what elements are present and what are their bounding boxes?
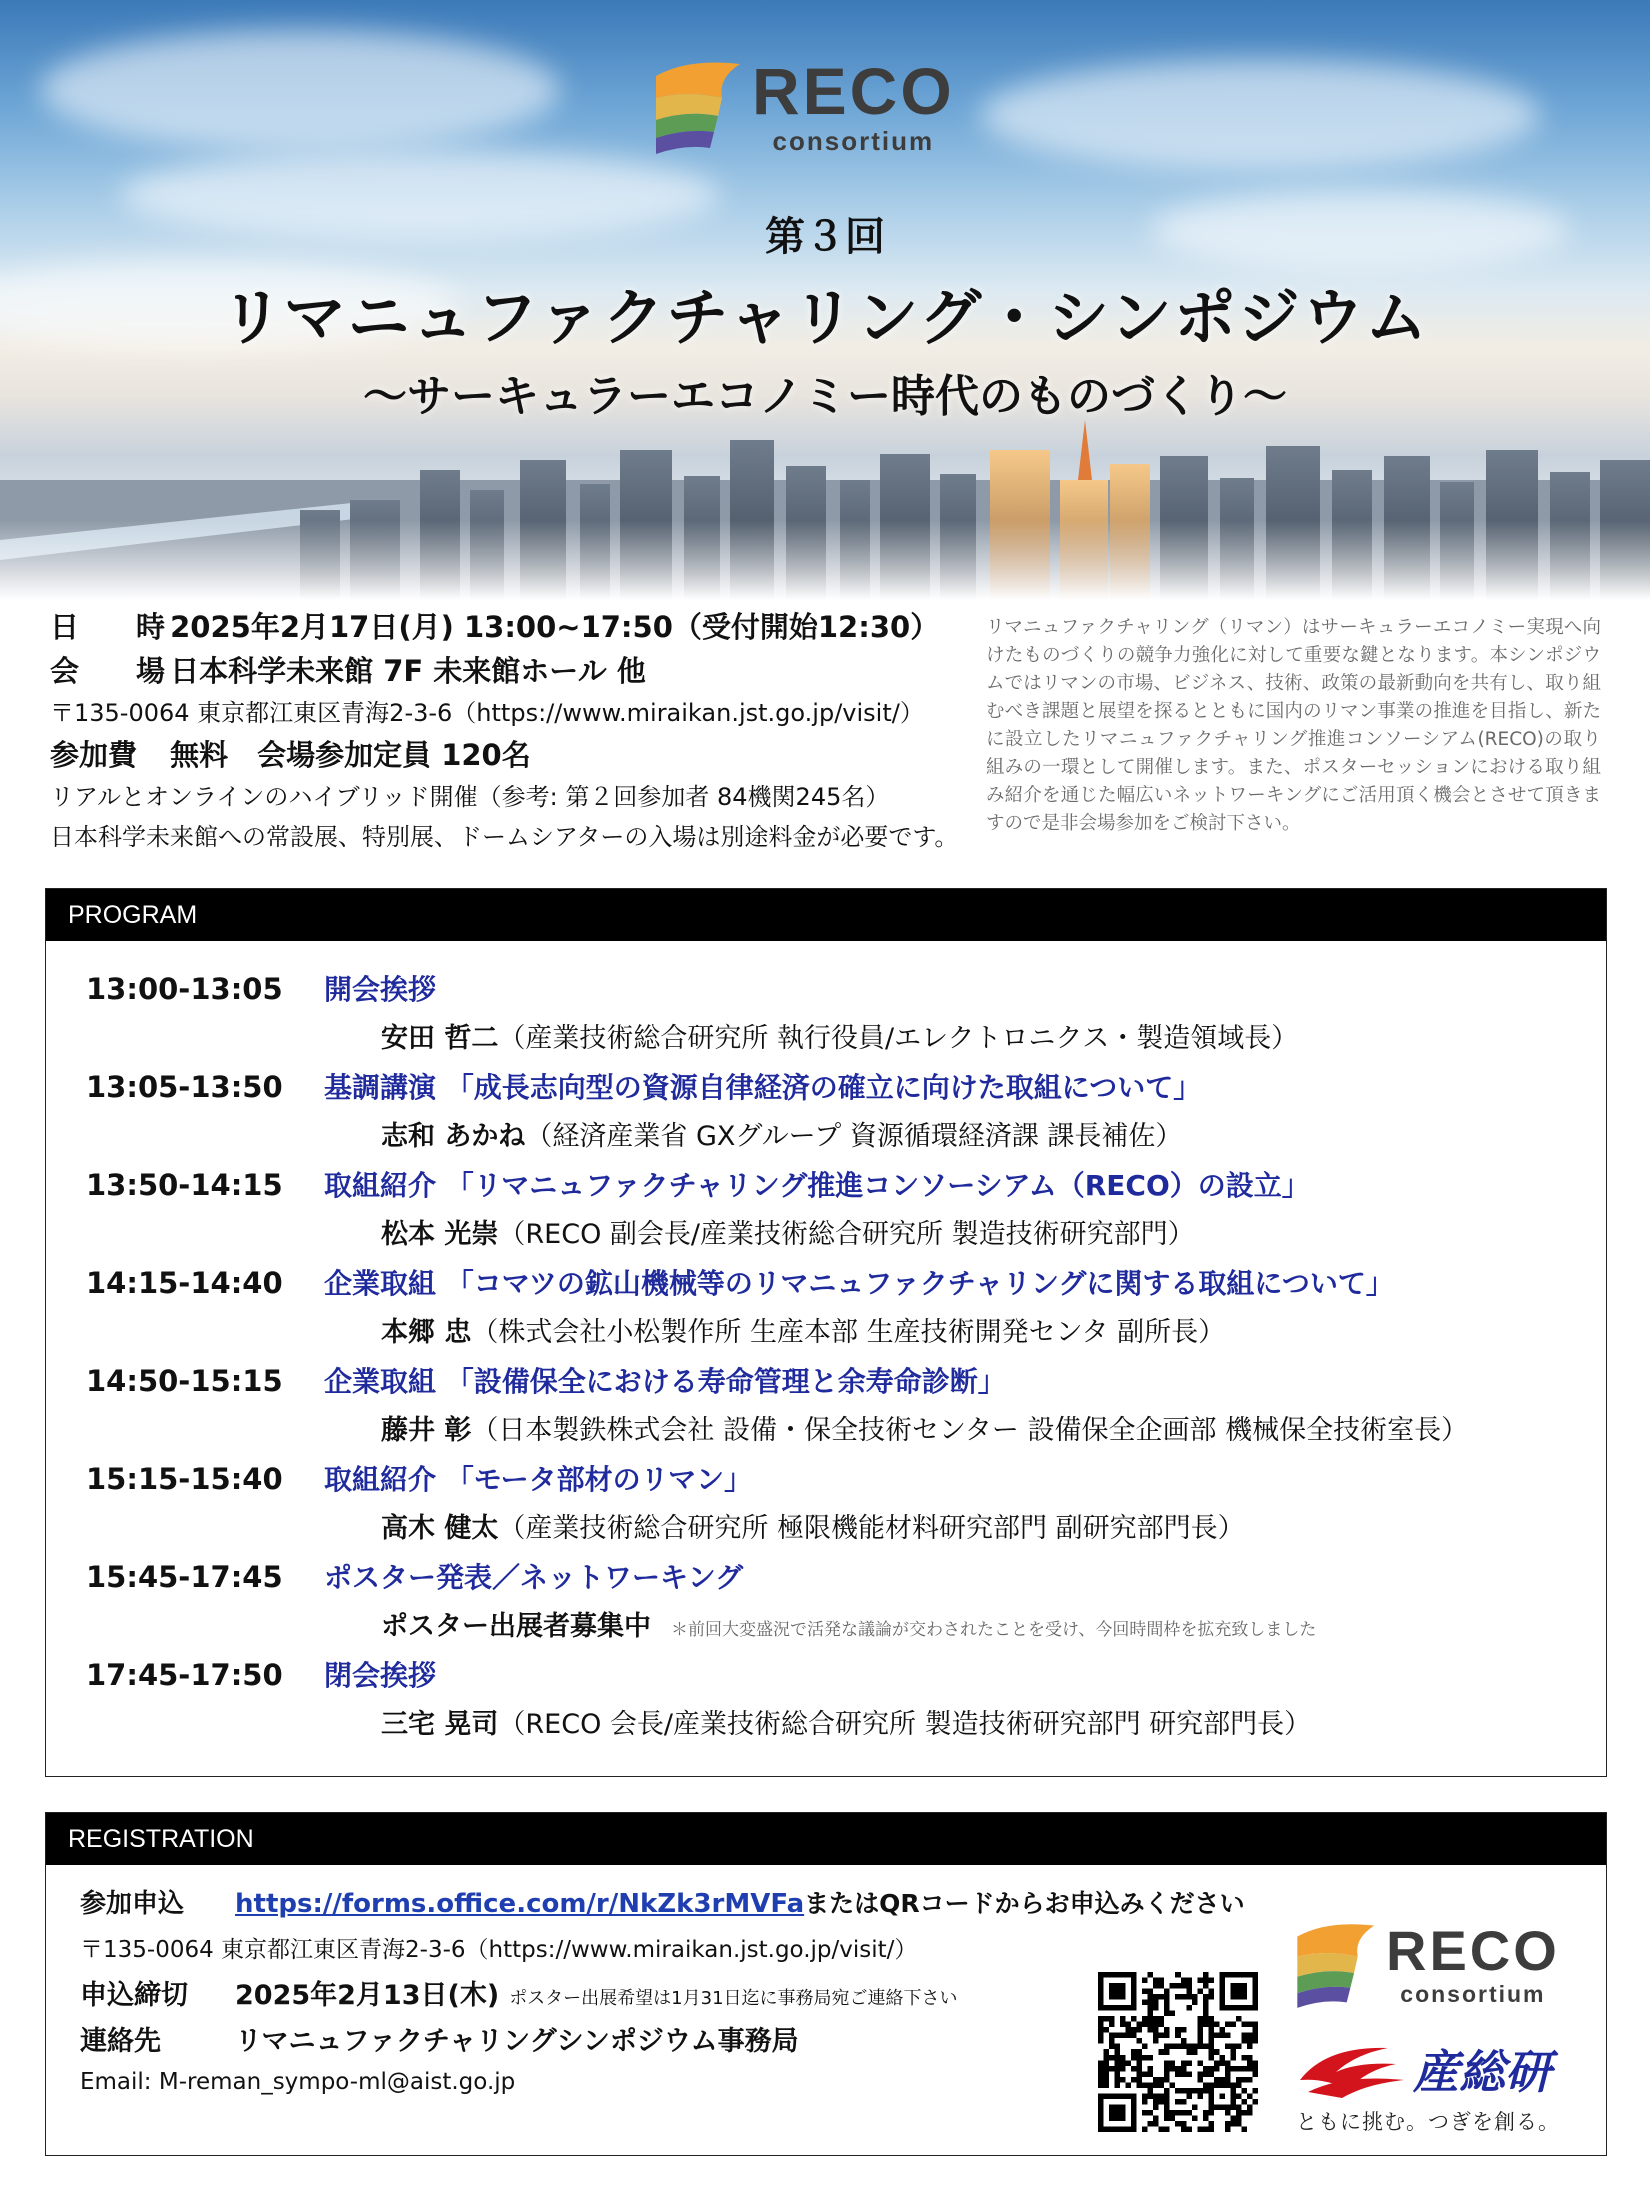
program-title: 取組紹介 「リマニュファクチャリング推進コンソーシアム（RECO）の設立」 <box>324 1169 1310 1202</box>
reco-logo-mark-icon <box>1290 1920 1376 2008</box>
reco-logo-subtitle: consortium <box>772 126 935 156</box>
deadline-row <box>80 1973 958 2012</box>
speaker-name: ポスター出展者募集中 <box>381 1611 651 1642</box>
speaker-affiliation: （経済産業省 GXグループ 資源循環経済課 課長補佐） <box>525 1121 1183 1152</box>
aist-logo <box>1296 2036 1586 2136</box>
program-row <box>86 1063 1606 1112</box>
aist-name: 産総研 <box>1413 2045 1551 2099</box>
page-subtitle: ～サーキュラーエコノミー時代のものづくり～ <box>363 371 1287 422</box>
program-time: 14:50-15:15 <box>86 1364 283 1398</box>
speaker-name: 志和 あかね <box>381 1121 526 1152</box>
program-title: 閉会挨拶 <box>324 1659 437 1692</box>
deadline-value: 2025年2月13日(木) <box>235 1980 500 2011</box>
speaker-affiliation: （株式会社小松製作所 生産本部 生産技術開発センタ 副所長） <box>471 1317 1226 1348</box>
admission-note: 日本科学未来館への常設展、特別展、ドームシアターの入場は別途料金が必要です。 <box>50 823 959 851</box>
program-row <box>86 1553 1606 1602</box>
fee-row <box>50 733 990 777</box>
registration-form-link[interactable]: https://forms.office.com/r/NkZk3rMVFa <box>235 1889 805 1919</box>
program-time: 14:15-14:40 <box>86 1266 283 1300</box>
reco-logo-text: RECO <box>1386 1918 1560 1982</box>
speaker-name: 三宅 晃司 <box>381 1709 499 1740</box>
fee-label: 参加費 <box>50 738 138 772</box>
venue-row <box>50 649 990 693</box>
program-row <box>86 1455 1606 1504</box>
venue-address: 〒135-0064 東京都江東区青海2-3-6（https://www.miraikan.jst.go.jp/visit/） <box>50 699 924 727</box>
fee-value: 無料 会場参加定員 120名 <box>170 738 531 772</box>
program-time: 13:00-13:05 <box>86 972 283 1006</box>
program-row <box>86 965 1606 1014</box>
program-title: 開会挨拶 <box>324 973 437 1006</box>
contact-email: Email: M-reman_sympo-ml@aist.go.jp <box>80 2069 516 2095</box>
venue-value: 日本科学未来館 7F 未来館ホール 他 <box>170 654 646 688</box>
aist-swoosh-icon <box>1296 2040 1411 2098</box>
program-speaker-row <box>86 1602 1606 1651</box>
apply-label: 参加申込 <box>80 1889 185 1919</box>
program-time: 17:45-17:50 <box>86 1658 283 1692</box>
speaker-name: 藤井 彰 <box>381 1415 472 1446</box>
speaker-affiliation: （RECO 会長/産業技術総合研究所 製造技術研究部門 研究部門長） <box>498 1709 1312 1740</box>
speaker-name: 安田 哲二 <box>381 1023 499 1054</box>
reco-logo-bottom <box>1290 1920 1560 2008</box>
reco-logo-text: RECO <box>752 54 955 128</box>
hybrid-note: リアルとオンラインのハイブリッド開催（参考: 第２回参加者 84機関245名） <box>50 783 890 811</box>
deadline-label: 申込締切 <box>80 1980 188 2011</box>
reco-logo-mark-icon <box>648 58 742 154</box>
speaker-affiliation: （日本製鉄株式会社 設備・保全技術センター 設備保全企画部 機械保全技術室長） <box>471 1415 1469 1446</box>
speaker-affiliation: （産業技術総合研究所 極限機能材料研究部門 副研究部門長） <box>498 1513 1245 1544</box>
date-row <box>50 605 990 649</box>
registration-address: 〒135-0064 東京都江東区青海2-3-6（https://www.miraikan.jst.go.jp/visit/） <box>80 1937 918 1963</box>
edition-label: 第３回 <box>765 214 885 260</box>
apply-suffix: またはQRコードからお申込みください <box>804 1889 1245 1918</box>
program-row <box>86 1259 1606 1308</box>
program-note: ＊前回大変盛況で活発な議論が交わされたことを受け、今回時間枠を拡充致しました <box>671 1620 1317 1640</box>
page-title: リマニュファクチャリング・シンポジウム <box>220 281 1430 354</box>
program-time: 13:50-14:15 <box>86 1168 283 1202</box>
contact-row <box>80 2019 799 2058</box>
speaker-affiliation: （RECO 副会長/産業技術総合研究所 製造技術研究部門） <box>498 1219 1195 1250</box>
program-speaker-row <box>86 1504 1606 1553</box>
reco-logo-subtitle: consortium <box>1400 1980 1546 2007</box>
program-time: 13:05-13:50 <box>86 1070 283 1104</box>
program-speaker-row <box>86 1014 1606 1063</box>
speaker-name: 高木 健太 <box>381 1513 499 1544</box>
apply-row <box>80 1883 1245 1920</box>
reco-logo-top <box>648 54 955 156</box>
program-speaker-row <box>86 1406 1606 1455</box>
program-row <box>86 1651 1606 1700</box>
contact-label: 連絡先 <box>80 2026 161 2057</box>
program-list <box>46 941 1606 1749</box>
date-value: 2025年2月17日(月) 13:00~17:50（受付開始12:30） <box>170 610 940 644</box>
program-speaker-row <box>86 1308 1606 1357</box>
event-description: リマニュファクチャリング（リマン）はサーキュラーエコノミー実現へ向けたものづくりの競争力強化に対して重要な鍵となります。本シンポジウムではリマンの市場、ビジネス、技術、政策の最新動向を共有し、取り組むべき課題と展望を探るとともに国内のリマン事業の推進を目指し、新たに設立したリマニュファクチャリング推進コンソーシアム(RECO)の取り組みの一環として開催します。また、ポスターセッションにおける取り組み紹介を通じた幅広いネットワーキングにご活用頂く機会とさせて頂きますので是非会場参加をご検討下さい。 <box>986 617 1601 834</box>
speaker-name: 本郷 忠 <box>381 1317 472 1348</box>
speaker-name: 松本 光崇 <box>381 1219 499 1250</box>
program-speaker-row <box>86 1112 1606 1161</box>
program-title: 基調講演 「成長志向型の資源自律経済の確立に向けた取組について」 <box>324 1071 1202 1104</box>
aist-tagline: ともに挑む。つぎを創る。 <box>1296 2110 1560 2134</box>
deadline-note: ポスター出展希望は1月31日迄に事務局宛ご連絡下さい <box>509 1988 958 2009</box>
venue-label: 会 場 <box>50 654 180 688</box>
program-time: 15:15-15:40 <box>86 1462 283 1496</box>
speaker-affiliation: （産業技術総合研究所 執行役員/エレクトロニクス・製造領域長） <box>498 1023 1299 1054</box>
program-speaker-row <box>86 1210 1606 1259</box>
contact-value: リマニュファクチャリングシンポジウム事務局 <box>235 2026 799 2057</box>
program-title: 企業取組 「コマツの鉱山機械等のリマニュファクチャリングに関する取組について」 <box>324 1267 1394 1300</box>
date-label: 日 時 <box>50 610 180 644</box>
event-info <box>50 605 990 857</box>
program-header: PROGRAM <box>46 889 1606 941</box>
registration-qr-code[interactable] <box>1098 1972 1258 2132</box>
registration-header: REGISTRATION <box>46 1813 1606 1865</box>
program-section <box>45 888 1607 1777</box>
program-time: 15:45-17:45 <box>86 1560 283 1594</box>
program-title: 企業取組 「設備保全における寿命管理と余寿命診断」 <box>324 1365 1006 1398</box>
program-row <box>86 1161 1606 1210</box>
program-title: ポスター発表／ネットワーキング <box>324 1561 744 1594</box>
program-row <box>86 1357 1606 1406</box>
program-speaker-row <box>86 1700 1606 1749</box>
program-title: 取組紹介 「モータ部材のリマン」 <box>324 1463 753 1496</box>
